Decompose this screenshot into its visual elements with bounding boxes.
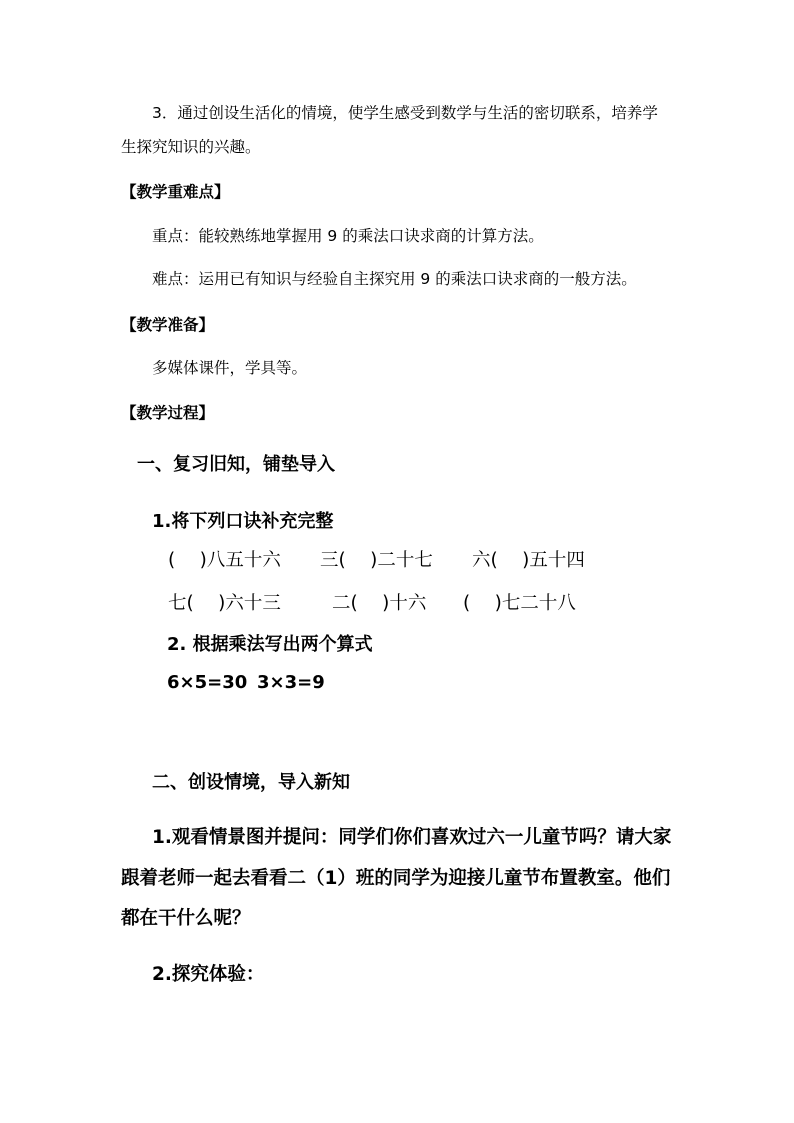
rhyme-blank-1: ( )八五十六	[168, 550, 281, 571]
section-1-task-2: 2. 根据乘法写出两个算式	[167, 634, 373, 655]
section-2-task-1-line-1: 1.观看情景图并提问：同学们你们喜欢过六一儿童节吗？请大家	[152, 827, 672, 848]
preparation-heading: 【教学准备】	[121, 316, 215, 334]
key-points-heading: 【教学重难点】	[121, 183, 230, 201]
objective-3-line-1: 3．通过创设生活化的情境，使学生感受到数学与生活的密切联系，培养学	[152, 104, 658, 122]
equation-1: 6×5=30	[167, 672, 248, 693]
rhyme-blank-5: 二( )十六	[332, 593, 427, 614]
process-heading: 【教学过程】	[121, 404, 215, 422]
rhyme-blank-3: 六( )五十四	[472, 550, 585, 571]
objective-3-line-2: 生探究知识的兴趣。	[121, 138, 261, 156]
equation-2: 3×3=9	[257, 672, 325, 693]
section-2-task-1-line-2: 跟着老师一起去看看二（1）班的同学为迎接儿童节布置教室。他们	[121, 868, 671, 889]
section-2-task-1-line-3: 都在干什么呢？	[121, 908, 251, 929]
key-point-focus: 重点：能较熟练地掌握用 9 的乘法口诀求商的计算方法。	[152, 227, 544, 245]
rhyme-blank-2: 三( )二十七	[320, 550, 433, 571]
section-2-title: 二、创设情境，导入新知	[152, 772, 350, 793]
rhyme-blank-4: 七( )六十三	[168, 593, 281, 614]
preparation-text: 多媒体课件，学具等。	[152, 359, 308, 377]
section-2-task-2: 2.探究体验：	[152, 964, 265, 985]
key-point-difficulty: 难点：运用已有知识与经验自主探究用 9 的乘法口诀求商的一般方法。	[152, 270, 637, 288]
section-1-task-1: 1.将下列口诀补充完整	[152, 511, 334, 532]
section-1-title: 一、复习旧知，铺垫导入	[137, 454, 335, 475]
rhyme-blank-6: ( )七二十八	[463, 593, 576, 614]
